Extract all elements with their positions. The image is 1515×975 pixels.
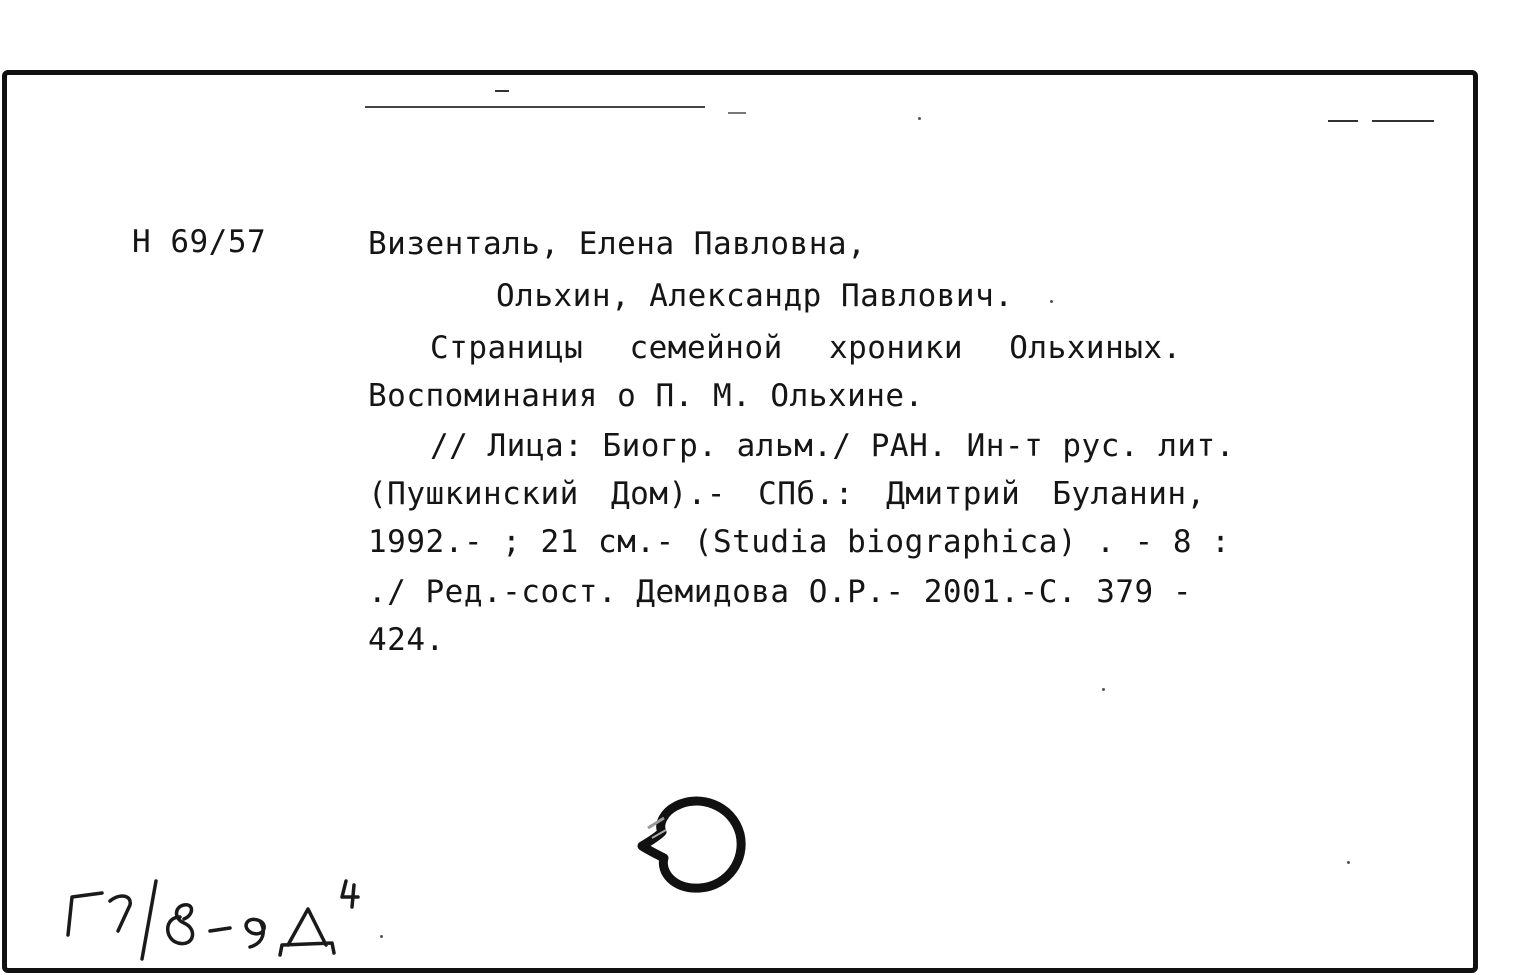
author-line-2: Ольхин, Александр Павлович. bbox=[496, 278, 1014, 314]
source-line-2: (Пушкинский Дом).- СПб.: Дмитрий Буланин, bbox=[368, 476, 1206, 512]
handwritten-call-number bbox=[60, 873, 390, 963]
scan-speck bbox=[1102, 688, 1105, 691]
author-line-1: Визенталь, Елена Павловна, bbox=[368, 226, 867, 262]
title-line-1: Страницы семейной хроники Ольхиных. bbox=[430, 330, 1182, 366]
stamp-circle-mark bbox=[628, 788, 753, 898]
scan-speck bbox=[1347, 861, 1350, 864]
scan-speck bbox=[1050, 300, 1053, 303]
top-rule-left bbox=[365, 106, 705, 108]
source-line-5: 424. bbox=[368, 622, 445, 658]
top-rule-mark-2 bbox=[728, 112, 746, 114]
source-line-1: // Лица: Биогр. альм./ РАН. Ин-т рус. лит. bbox=[430, 428, 1235, 464]
scan-speck bbox=[918, 117, 921, 120]
top-rule-right-1 bbox=[1328, 120, 1358, 122]
shelfmark: Н 69/57 bbox=[132, 224, 267, 260]
top-rule-right-2 bbox=[1372, 120, 1434, 122]
source-line-4: ./ Ред.-сост. Демидова О.Р.- 2001.-С. 379 - bbox=[368, 574, 1193, 610]
top-rule-mark-1 bbox=[495, 90, 509, 92]
source-line-3: 1992.- ; 21 см.- (Studia biographica) . - 8 : bbox=[368, 524, 1231, 560]
title-line-2: Воспоминания о П. М. Ольхине. bbox=[368, 378, 924, 414]
